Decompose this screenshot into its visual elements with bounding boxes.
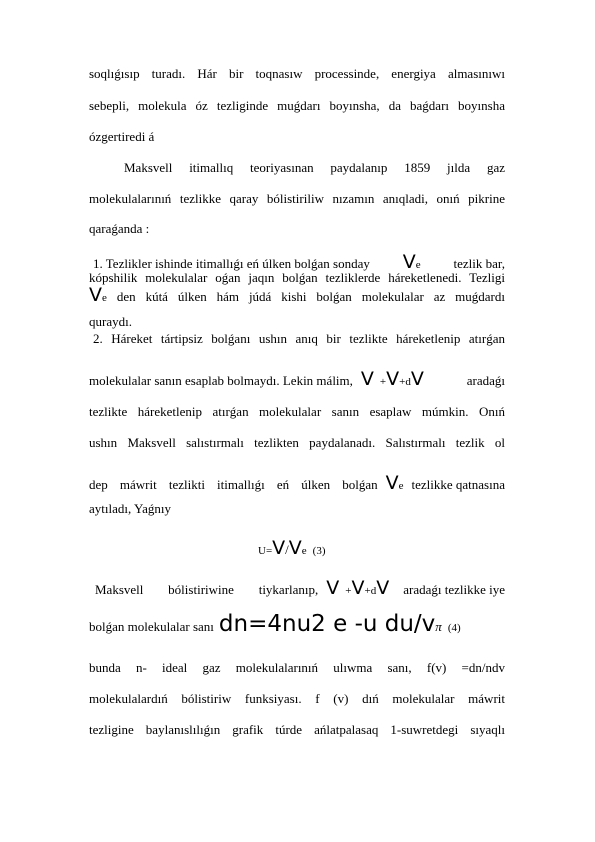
text-line: aytıladı, Yaǵnıy <box>89 501 171 516</box>
point-2-line-2 <box>89 368 505 391</box>
equation-number: (3) <box>312 545 326 557</box>
p3-line-1: Maksvell bólistiriwine tiykarlanıp, V + V +d V aradaǵı tezlikke iye <box>95 577 505 599</box>
text-segment: bolǵan molekulalar sanı <box>89 619 214 634</box>
text-segment: aradaǵı tezlikke iye <box>403 582 505 597</box>
point-1-text: 1. Tezlikler ishinde itimallıǵı eń úlken bolǵan sonday <box>93 256 370 271</box>
velocity-symbol: V <box>386 368 400 390</box>
text-line: Maksvell itimallıq teoriyasınan paydalanıp 1859 jılda gaz <box>124 160 505 175</box>
velocity-symbol: V <box>360 368 374 390</box>
text-line: bunda n- ideal gaz molekulalarınıń ulıwma sanı, f(v) =dn/ndv <box>89 660 505 675</box>
plus-sign: + <box>379 376 387 388</box>
velocity-symbol: Ve <box>402 251 421 273</box>
text-line: kópshilik molekulalar oǵan jaqın bolǵan tezliklerde háreketlenedi. Tezligi <box>89 270 505 285</box>
text-line: sebepli, molekula óz tezliginde muǵdarı boyınsha, da baǵdarı boyınsha <box>89 98 505 113</box>
velocity-symbol: Ve <box>89 284 107 306</box>
point-2-line-5 <box>89 472 505 495</box>
text-line: quraydı. <box>89 314 132 329</box>
text-line: ushın Maksvell salıstırmalı tezlikten paydalanadı. Salıstırmalı tezlik ol <box>89 435 505 450</box>
equation-3: U= V / V e (3) <box>258 537 326 559</box>
text-segment: tezlikke qatnasına <box>411 477 505 492</box>
velocity-symbol: V <box>410 368 424 390</box>
text-segment: Maksvell bólistiriwine tiykarlanıp, <box>95 582 319 597</box>
velocity-symbol: V <box>351 577 365 599</box>
velocity-symbol: V <box>272 537 286 559</box>
equation-number: (4) <box>447 622 461 634</box>
text-segment: dep máwrit tezlikti itimallıǵı eń úlken bolǵan <box>89 477 378 492</box>
point-1-text-tail: tezlik bar, <box>453 256 505 271</box>
text-line: ózgertiredi á <box>89 129 155 144</box>
p3-line-2 <box>89 611 505 637</box>
point-1-line-3 <box>89 284 505 307</box>
text-line: molekulalardıń bólistiriw funksiyası. f (v) dıń molekulalar máwrit <box>89 691 505 706</box>
velocity-symbol: Ve <box>385 472 404 494</box>
velocity-symbol: V <box>288 537 302 559</box>
plus-d: +d <box>399 376 411 388</box>
text-line: qaraǵanda : <box>89 221 150 236</box>
velocity-symbol: V <box>326 577 340 599</box>
text-line: tezlikte háreketlenip atırǵan molekulalar sanın esaplaw múmkin. Onıń <box>89 404 505 419</box>
pi-symbol: π <box>435 619 442 634</box>
maxwell-formula: dn=4nu2 e -u du/v <box>218 611 436 637</box>
text-line: soqlıǵısıp turadı. Hár bir toqnasıw processinde, energiya almasınıwı <box>89 66 505 81</box>
text-line: molekulalarınıń tezlikke qaray bólistiriliw nızamın anıqladi, onıń pikrine <box>89 191 505 206</box>
velocity-symbol: V <box>376 577 390 599</box>
text-line: tezligine baylanıslılıǵın grafik túrde ańlatpalasaq 1-suwretdegi sıyaqlı <box>89 722 505 737</box>
text-segment: molekulalar sanın esaplab bolmaydı. Lekin málim, <box>89 373 353 388</box>
text-segment: aradaǵı <box>466 373 505 388</box>
text-line: 2. Háreket tártipsiz bolǵanı ushın anıq bir tezlikte háreketlenip atırǵan <box>93 331 505 346</box>
text-segment: den kútá úlken hám júdá kishi bolǵan molekulalar az muǵdardı <box>116 289 505 304</box>
